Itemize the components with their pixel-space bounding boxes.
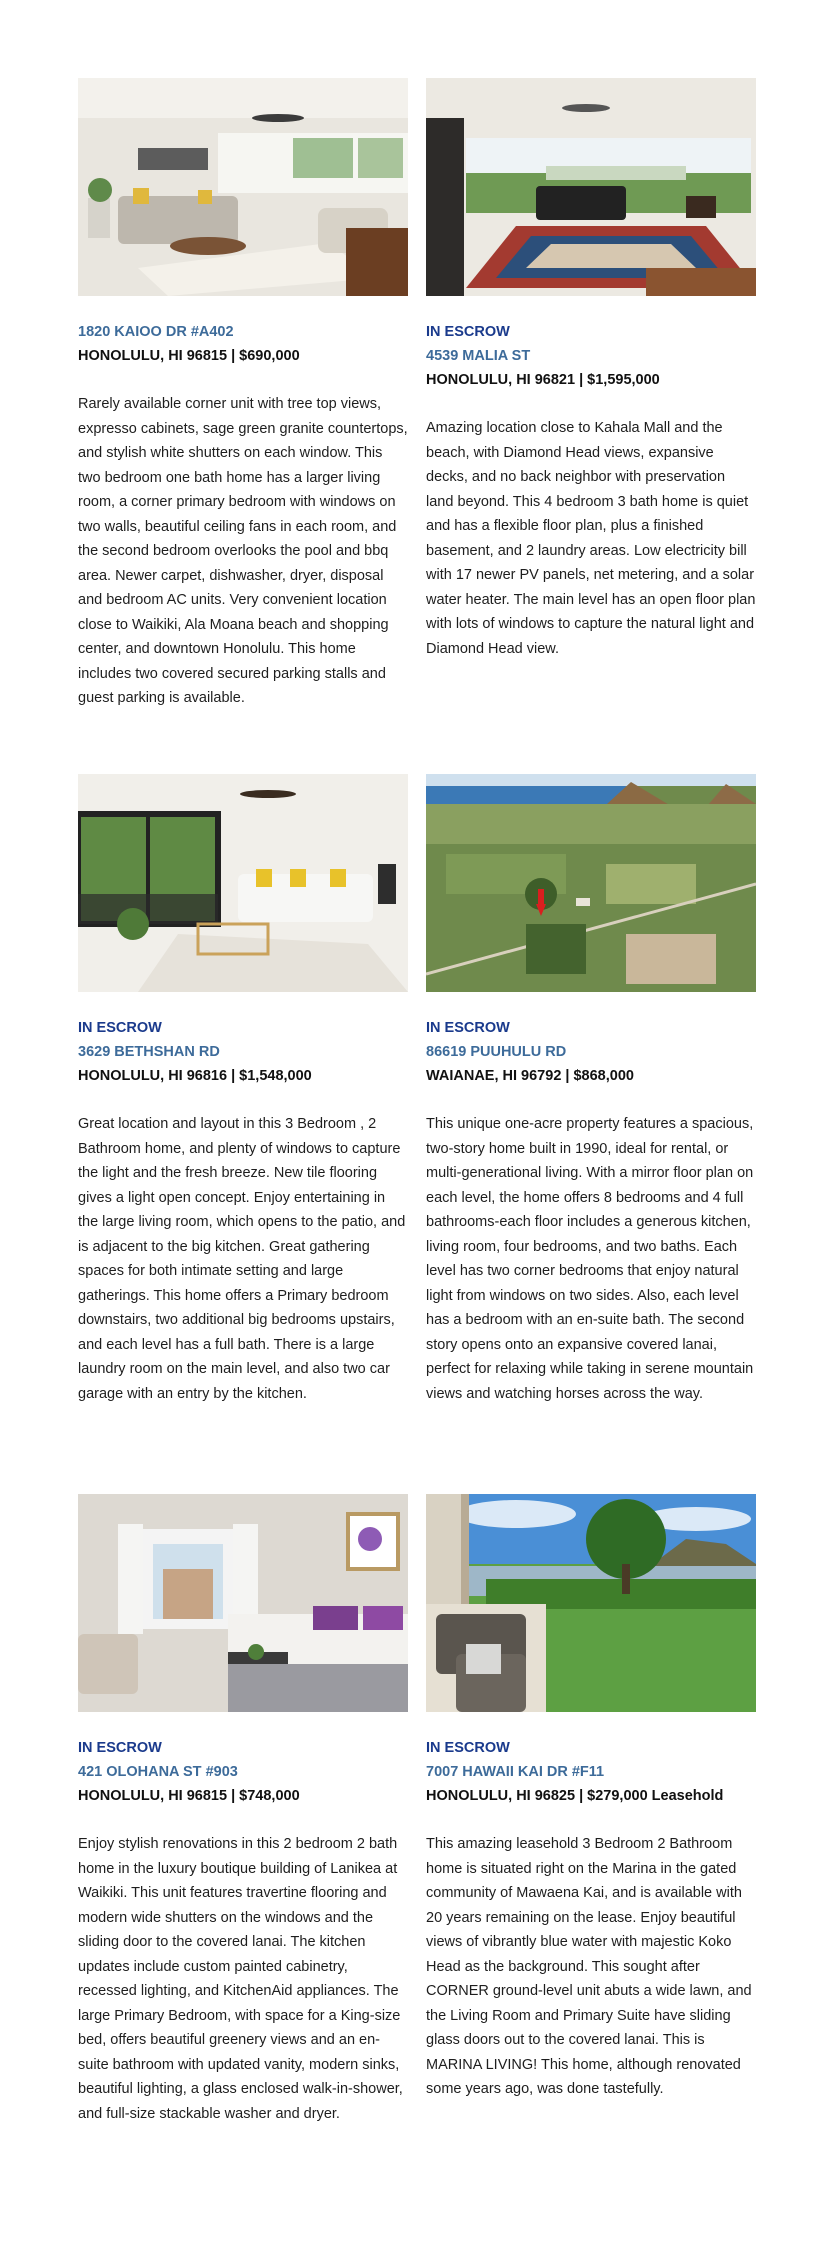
listings-grid	[78, 78, 756, 2194]
listings-row	[78, 774, 756, 1494]
listings-row	[78, 1494, 756, 2194]
listing-status: IN ESCROW	[78, 1740, 162, 1756]
listing-address[interactable]: 421 OLOHANA ST #903	[78, 1764, 238, 1780]
listing-card[interactable]	[78, 1494, 408, 2194]
living-room-photo[interactable]	[78, 78, 408, 296]
listing-city-price: HONOLULU, HI 96821 | $1,595,000	[426, 372, 660, 388]
bright-living-room-photo[interactable]	[78, 774, 408, 992]
listing-card[interactable]	[78, 78, 408, 774]
aerial-property-photo[interactable]	[426, 774, 756, 992]
listing-address[interactable]: 86619 PUUHULU RD	[426, 1044, 567, 1060]
listing-card[interactable]	[426, 1494, 756, 2194]
listing-city-price: HONOLULU, HI 96815 | $748,000	[78, 1788, 300, 1804]
listing-description: Amazing location close to Kahala Mall and the beach, with Diamond Head views, expansive decks, and no back neighbor with preservation land beyond. This 4 bedroom 3 bath home is quiet and has a flexible floor plan, plus a finished basement, and 2 laundry areas. Low electricity bill with 17 newer PV panels, net metering, and a solar water heater. The main level has an open floor plan with lots of windows to capture the natural light and Diamond Head view.	[426, 420, 756, 657]
listing-description: Great location and layout in this 3 Bedroom , 2 Bathroom home, and plenty of windows to capture the light and the fresh breeze. New tile flooring gives a light open concept. Enjoy entertaining in the large living room, which opens to the patio, and is adjacent to the big kitchen. Great gathering spaces for both intimate setting and large gatherings. This home offers a Primary bedroom downstairs, two additional big bedrooms upstairs, and each level has a full bath. There is a large laundry room on the main level, and also two car garage with an entry by the kitchen.	[78, 1116, 406, 1402]
listing-city-price: HONOLULU, HI 96825 | $279,000 Leasehold	[426, 1788, 724, 1804]
listing-address[interactable]: 1820 KAIOO DR #A402	[78, 324, 234, 340]
listing-status: IN ESCROW	[78, 1020, 162, 1036]
listing-address[interactable]: 4539 MALIA ST	[426, 348, 531, 364]
listing-status: IN ESCROW	[426, 324, 510, 340]
listing-description: Enjoy stylish renovations in this 2 bedroom 2 bath home in the luxury boutique building of Lanikea at Waikiki. This unit features travertine flooring and modern wide shutters on the windows and the sliding door to the covered lanai. The kitchen updates include custom painted cabinetry, recessed lighting, and KitchenAid appliances. The large Primary Bedroom, with space for a King-size bed, offers beautiful greenery views and an en-suite bathroom with updated vanity, modern sinks, beautiful lighting, a glass enclosed walk-in-shower, and full-size stackable washer and dryer.	[78, 1836, 403, 2122]
listing-card[interactable]	[426, 78, 756, 774]
lanai-marina-photo[interactable]	[426, 1494, 756, 1712]
bedroom-photo[interactable]	[78, 1494, 408, 1712]
listing-address[interactable]: 7007 HAWAII KAI DR #F11	[426, 1764, 605, 1780]
listing-card[interactable]	[426, 774, 756, 1494]
listing-address[interactable]: 3629 BETHSHAN RD	[78, 1044, 220, 1060]
listing-description: This unique one-acre property features a spacious, two-story home built in 1990, ideal for rental, or multi-generational living. With a mirror floor plan on each level, the home offers 8 bedrooms and 4 full bathrooms-each floor includes a generous kitchen, living room, four bedrooms, and two baths. Each level has two corner bedrooms that enjoy natural light from windows on two sides. Also, each level has a bedroom with an en-suite bath. The second story opens onto an expansive covered lanai, perfect for relaxing while taking in serene mountain views and watching horses across the way.	[426, 1116, 754, 1402]
listing-status: IN ESCROW	[426, 1740, 510, 1756]
listing-status: IN ESCROW	[426, 1020, 510, 1036]
listing-city-price: HONOLULU, HI 96815 | $690,000	[78, 348, 300, 364]
listings-row	[78, 78, 756, 774]
listing-description: Rarely available corner unit with tree top views, expresso cabinets, sage green granite countertops, and stylish white shutters on each window. This two bedroom one bath home has a larger living room, a corner primary bedroom with windows on two walls, beautiful ceiling fans in each room, and the second bedroom overlooks the pool and bbq area. Newer carpet, dishwasher, dryer, disposal and bedroom AC units. Very convenient location close to Waikiki, Ala Moana beach and shopping center, and downtown Honolulu. This home includes two covered secured parking stalls and guest parking is available.	[78, 396, 408, 706]
listing-description: This amazing leasehold 3 Bedroom 2 Bathroom home is situated right on the Marina in the gated community of Mawaena Kai, and is available with 20 years remaining on the lease. Enjoy beautiful views of vibrantly blue water with majestic Koko Head as the background. This sought after CORNER ground-level unit abuts a wide lawn, and the Living Room and Primary Suite have sliding glass doors out to the covered lanai. This is MARINA LIVING! This home, although renovated some years ago, was done tastefully.	[426, 1836, 752, 2097]
listing-city-price: HONOLULU, HI 96816 | $1,548,000	[78, 1068, 312, 1084]
listing-card[interactable]	[78, 774, 408, 1494]
living-room-view-photo[interactable]	[426, 78, 756, 296]
listing-city-price: WAIANAE, HI 96792 | $868,000	[426, 1068, 634, 1084]
